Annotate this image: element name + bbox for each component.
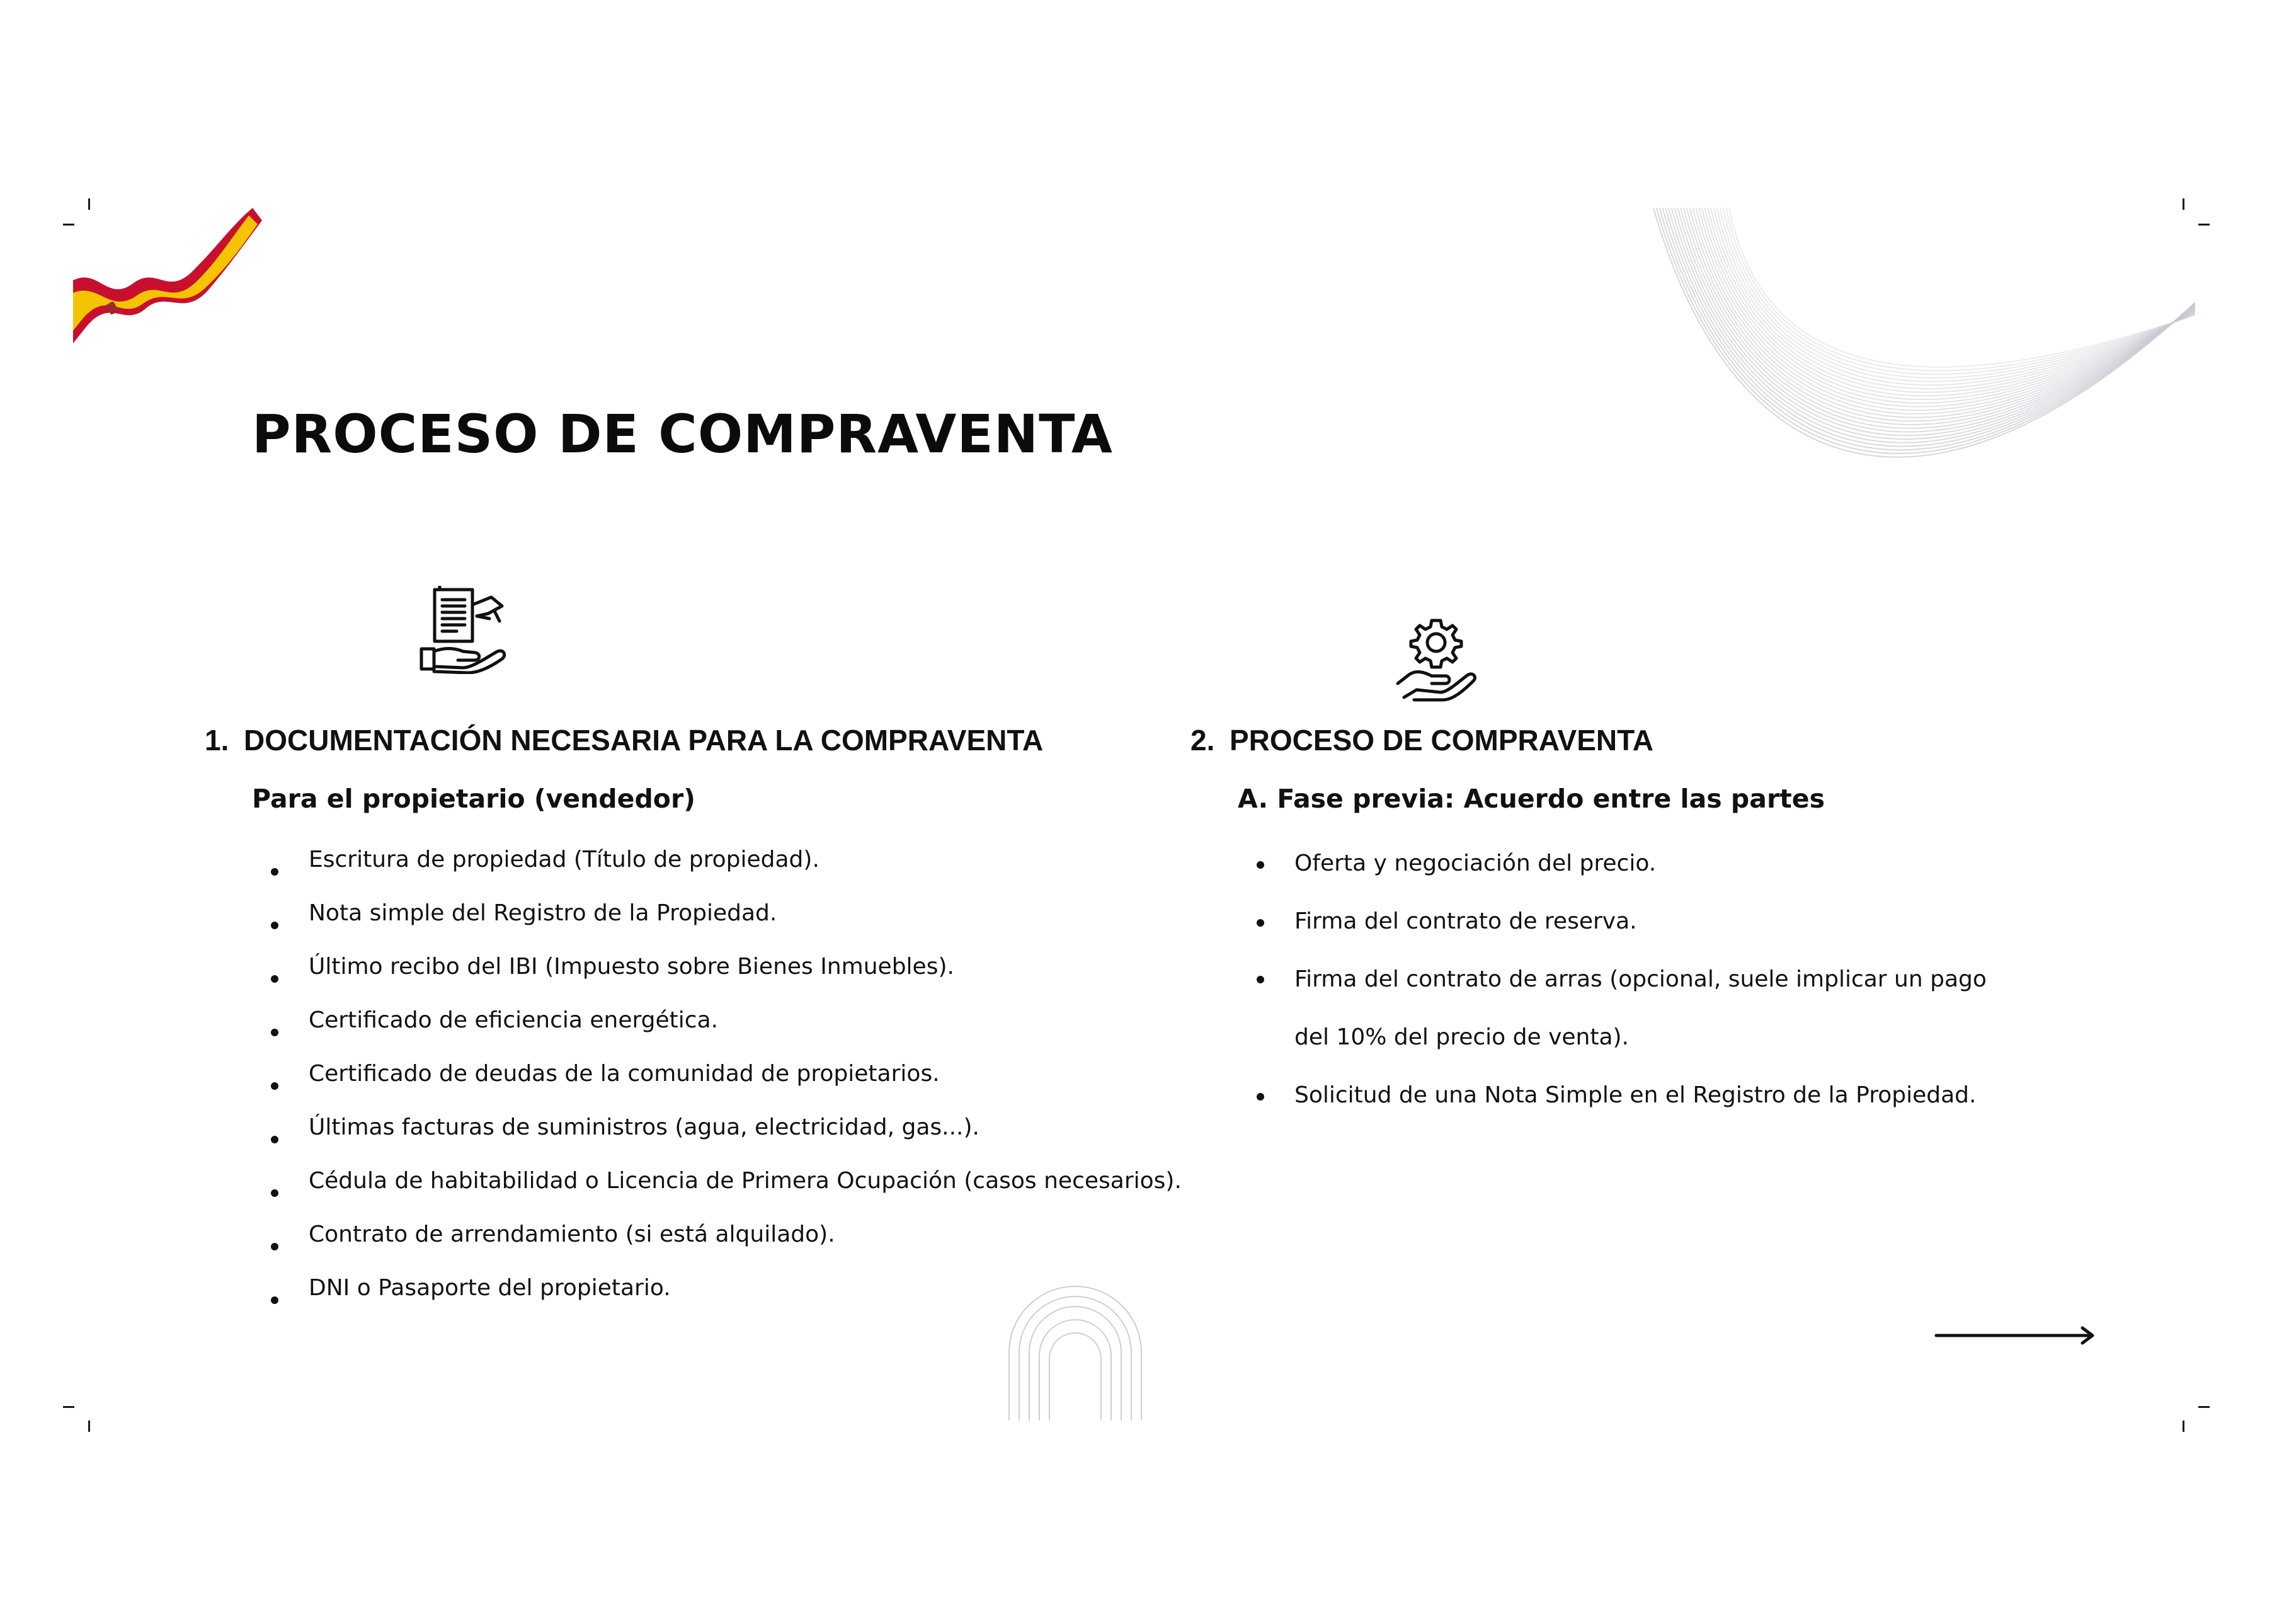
wave-line xyxy=(1675,208,2195,432)
list-item: Oferta y negociación del precio. xyxy=(1257,835,2012,893)
section-2-title: PROCESO DE COMPRAVENTA xyxy=(1230,724,1654,757)
list-item: Certificado de eficiencia energética. xyxy=(271,1004,1182,1058)
wave-line xyxy=(1693,208,2195,410)
section-2-list xyxy=(1257,835,2012,1124)
list-item: Solicitud de una Nota Simple en el Registro de la Propiedad. xyxy=(1257,1066,2012,1124)
gear-hand-icon xyxy=(1395,614,1477,702)
section-1-heading xyxy=(205,723,1043,757)
wave-lines-decoration xyxy=(1653,208,2195,611)
list-item: Últimas facturas de suministros (agua, electricidad, gas...). xyxy=(271,1111,1182,1165)
list-item: Cédula de habitabilidad o Licencia de Primera Ocupación (casos necesarios). xyxy=(271,1165,1182,1218)
crop-mark xyxy=(2198,1406,2210,1408)
list-item: Contrato de arrendamiento (si está alquilado). xyxy=(271,1218,1182,1272)
crop-mark xyxy=(2198,224,2210,226)
list-item: Certificado de deudas de la comunidad de propietarios. xyxy=(271,1058,1182,1111)
wave-line xyxy=(1653,208,2195,457)
list-item: Firma del contrato de reserva. xyxy=(1257,893,2012,951)
section-1-number: 1. xyxy=(205,724,229,757)
crop-mark xyxy=(2183,1421,2184,1432)
spain-flag-icon xyxy=(73,208,262,397)
page-title: PROCESO DE COMPRAVENTA xyxy=(252,403,1113,465)
section-1-list xyxy=(271,843,1182,1325)
section-2-heading xyxy=(1190,723,1653,757)
wave-line xyxy=(1705,208,2195,396)
wave-line xyxy=(1690,208,2195,414)
section-1-subheading: Para el propietario (vendedor) xyxy=(252,784,695,814)
document-handover-icon xyxy=(419,586,513,674)
section-2-subheading: A. Fase previa: Acuerdo entre las partes xyxy=(1238,784,1825,814)
arrow-right-icon[interactable] xyxy=(1934,1323,2098,1348)
list-item: Nota simple del Registro de la Propiedad. xyxy=(271,897,1182,951)
wave-line xyxy=(1687,208,2195,418)
list-item: Escritura de propiedad (Título de propiedad). xyxy=(271,843,1182,897)
crop-mark xyxy=(88,1421,90,1432)
arch-lines-decoration xyxy=(1008,1285,1143,1421)
list-item: DNI o Pasaporte del propietario. xyxy=(271,1272,1182,1325)
list-item: Último recibo del IBI (Impuesto sobre Bienes Inmuebles). xyxy=(271,951,1182,1004)
section-1-title: DOCUMENTACIÓN NECESARIA PARA LA COMPRAVENTA xyxy=(244,724,1044,757)
list-item: Firma del contrato de arras (opcional, suele implicar un pago del 10% del precio de venta). xyxy=(1257,951,2012,1066)
crop-mark xyxy=(63,1406,74,1408)
section-2-number: 2. xyxy=(1190,724,1215,757)
